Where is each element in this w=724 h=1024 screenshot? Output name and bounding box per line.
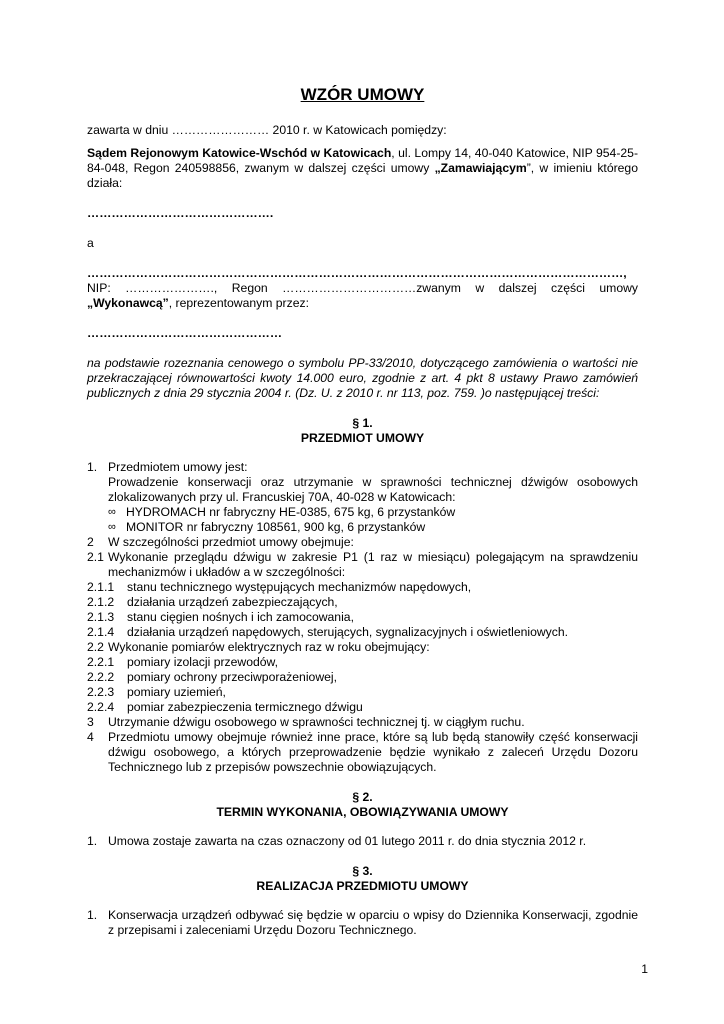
section2-heading: TERMIN WYKONANIA, OBOWIĄZYWANIA UMOWY bbox=[216, 805, 509, 819]
party2-role: „Wykonawcą” bbox=[87, 296, 169, 310]
sub-item-num: 2.2.4 bbox=[87, 700, 115, 714]
s1-item-2-num: 2 bbox=[87, 535, 94, 549]
bullet-item bbox=[87, 520, 638, 535]
s1-item-3 bbox=[87, 715, 638, 730]
sub-item-num: 2.1.2 bbox=[87, 595, 115, 609]
bullet-text: HYDROMACH nr fabryczny HE-0385, 675 kg, 6 przystanków bbox=[126, 505, 456, 519]
and-connector: a bbox=[87, 236, 94, 250]
s1-item-2 bbox=[87, 535, 638, 550]
party1-rest-a: , ul. Lompy 14, 40-040 Katowice, NIP 954-25-84-048, Regon 240598856, zwanym w dalszej części umowy bbox=[87, 146, 639, 175]
s1-item-1-text: Przedmiotem umowy jest: bbox=[108, 460, 248, 474]
sub-item-num: 2.1.3 bbox=[87, 610, 115, 624]
party1-paragraph bbox=[87, 146, 638, 191]
legal-basis: na podstawie rozeznania cenowego o symbolu PP-33/2010, dotyczącego zamówienia o wartości nie przekraczającej równowartości kwoty 14.000 euro, zgodnie z art. 4 pkt 8 ustawy Prawo zamówień publicznych z dnia 29 stycznia 2004 r. (Dz. U. z 2010 r. nr 113, poz. 759. )o następującej treści: bbox=[87, 356, 638, 400]
sub-item-2-2-2 bbox=[87, 670, 638, 685]
sub-item-num: 2.1.1 bbox=[87, 580, 115, 594]
sub-item-2-1-2 bbox=[87, 595, 638, 610]
sub-item-2-1-4 bbox=[87, 625, 638, 640]
s1-item-2-2-num: 2.2 bbox=[87, 640, 104, 654]
s3-item-1 bbox=[87, 908, 638, 938]
section3-heading: REALIZACJA PRZEDMIOTU UMOWY bbox=[256, 879, 469, 893]
page-number: 1 bbox=[641, 962, 648, 976]
party2-rest: , reprezentowanym przez: bbox=[168, 296, 309, 310]
contractor-dots: ……………………………………………………………………………………………………………………, bbox=[87, 266, 627, 280]
section3-number: § 3. bbox=[352, 864, 373, 878]
sub-item-text: stanu technicznego występujących mechanizmów napędowych, bbox=[127, 580, 472, 594]
infinity-bullet-icon: ∞ bbox=[108, 506, 116, 518]
concluded-line: zawarta w dniu …………………… 2010 r. w Katowicach pomiędzy: bbox=[87, 123, 447, 137]
s1-item-4 bbox=[87, 730, 638, 775]
sub-item-num: 2.2.2 bbox=[87, 670, 115, 684]
s2-item-1 bbox=[87, 834, 638, 849]
signatory-dots-1: ………………………………………. bbox=[87, 206, 274, 220]
sub-item-num: 2.2.3 bbox=[87, 685, 115, 699]
s1-item-2-text: W szczególności przedmiot umowy obejmuje: bbox=[108, 535, 354, 549]
sub-item-text: działania urządzeń napędowych, sterujących, sygnalizacyjnych i oświetleniowych. bbox=[127, 625, 569, 639]
sub-item-text: pomiary izolacji przewodów, bbox=[127, 655, 279, 669]
sub-item-text: pomiar zabezpieczenia termicznego dźwigu bbox=[127, 700, 363, 714]
sub-item-num: 2.1.4 bbox=[87, 625, 115, 639]
s1-item-4-num: 4 bbox=[87, 730, 94, 744]
sub-item-text: pomiary uziemień, bbox=[127, 685, 226, 699]
s1-item-1-num: 1. bbox=[87, 460, 98, 474]
party1-rest-b: ”, w imieniu którego działa: bbox=[87, 161, 638, 190]
bullet-item bbox=[87, 505, 638, 520]
party1-name: Sądem Rejonowym Katowice-Wschód w Katowicach bbox=[87, 146, 392, 160]
section1-number: § 1. bbox=[352, 416, 373, 430]
s2-item-1-text: Umowa zostaje zawarta na czas oznaczony od 01 lutego 2011 r. do dnia stycznia 2012 r. bbox=[108, 834, 587, 848]
s1-item-2-1-text: Wykonanie przeglądu dźwigu w zakresie P1 (1 raz w miesiącu) polegającym na sprawdzeniu mechanizmów i układów a w szczególności: bbox=[108, 550, 638, 579]
sub-item-num: 2.2.1 bbox=[87, 655, 115, 669]
sub-item-2-1-3 bbox=[87, 610, 638, 625]
s2-item-1-num: 1. bbox=[87, 834, 98, 848]
signatory-dots-2: ………………………………………… bbox=[87, 326, 282, 340]
s1-item-1-desc: Prowadzenie konserwacji oraz utrzymanie w sprawności technicznej dźwigów osobowych zlokalizowanych przy ul. Francuskiej 70A, 40-028 w Katowicach: bbox=[108, 475, 638, 504]
sub-item-2-2-4 bbox=[87, 700, 638, 715]
s1-item-2-1-num: 2.1 bbox=[87, 550, 104, 564]
infinity-bullet-icon: ∞ bbox=[108, 521, 116, 533]
s1-item-1 bbox=[87, 460, 638, 475]
sub-item-2-2-3 bbox=[87, 685, 638, 700]
section1-heading: PRZEDMIOT UMOWY bbox=[300, 431, 425, 445]
s1-item-3-text: Utrzymanie dźwigu osobowego w sprawności technicznej tj. w ciągłym ruchu. bbox=[108, 715, 525, 729]
sub-item-text: działania urządzeń zabezpieczających, bbox=[127, 595, 338, 609]
s3-item-1-num: 1. bbox=[87, 908, 98, 922]
sub-item-2-2-1 bbox=[87, 655, 638, 670]
bullet-text: MONITOR nr fabryczny 108561, 900 kg, 6 przystanków bbox=[126, 520, 426, 534]
sub-item-text: stanu cięgien nośnych i ich zamocowania, bbox=[127, 610, 354, 624]
s1-item-2-2-text: Wykonanie pomiarów elektrycznych raz w roku obejmujący: bbox=[108, 640, 430, 654]
s1-item-2-2 bbox=[87, 640, 638, 655]
section2-number: § 2. bbox=[352, 790, 373, 804]
nip-regon-line: NIP: …………………., Regon ……………………………zwanym w dalszej części umowy bbox=[87, 281, 638, 295]
sub-item-2-1-1 bbox=[87, 580, 638, 595]
party1-role: „Zamawiającym bbox=[434, 161, 527, 175]
sub-item-text: pomiary ochrony przeciwporażeniowej, bbox=[127, 670, 337, 684]
s1-item-4-text: Przedmiotu umowy obejmuje również inne prace, które są lub będą stanowiły część konserwacji dźwigu osobowego, a których przeprowadzenie będzie wynikało z zaleceń Urzędu Dozoru Technicznego lub z przepisów powszechnie obowiązujących. bbox=[108, 730, 638, 774]
document-title: WZÓR UMOWY bbox=[300, 85, 425, 104]
document-body bbox=[87, 84, 638, 938]
s3-item-1-text: Konserwacja urządzeń odbywać się będzie w oparciu o wpisy do Dziennika Konserwacji, zgodnie z przepisami i zaleceniami Urzędu Dozoru Technicznego. bbox=[108, 908, 638, 937]
party2-line bbox=[87, 296, 638, 311]
s1-item-3-num: 3 bbox=[87, 715, 94, 729]
s1-item-2-1 bbox=[87, 550, 638, 580]
